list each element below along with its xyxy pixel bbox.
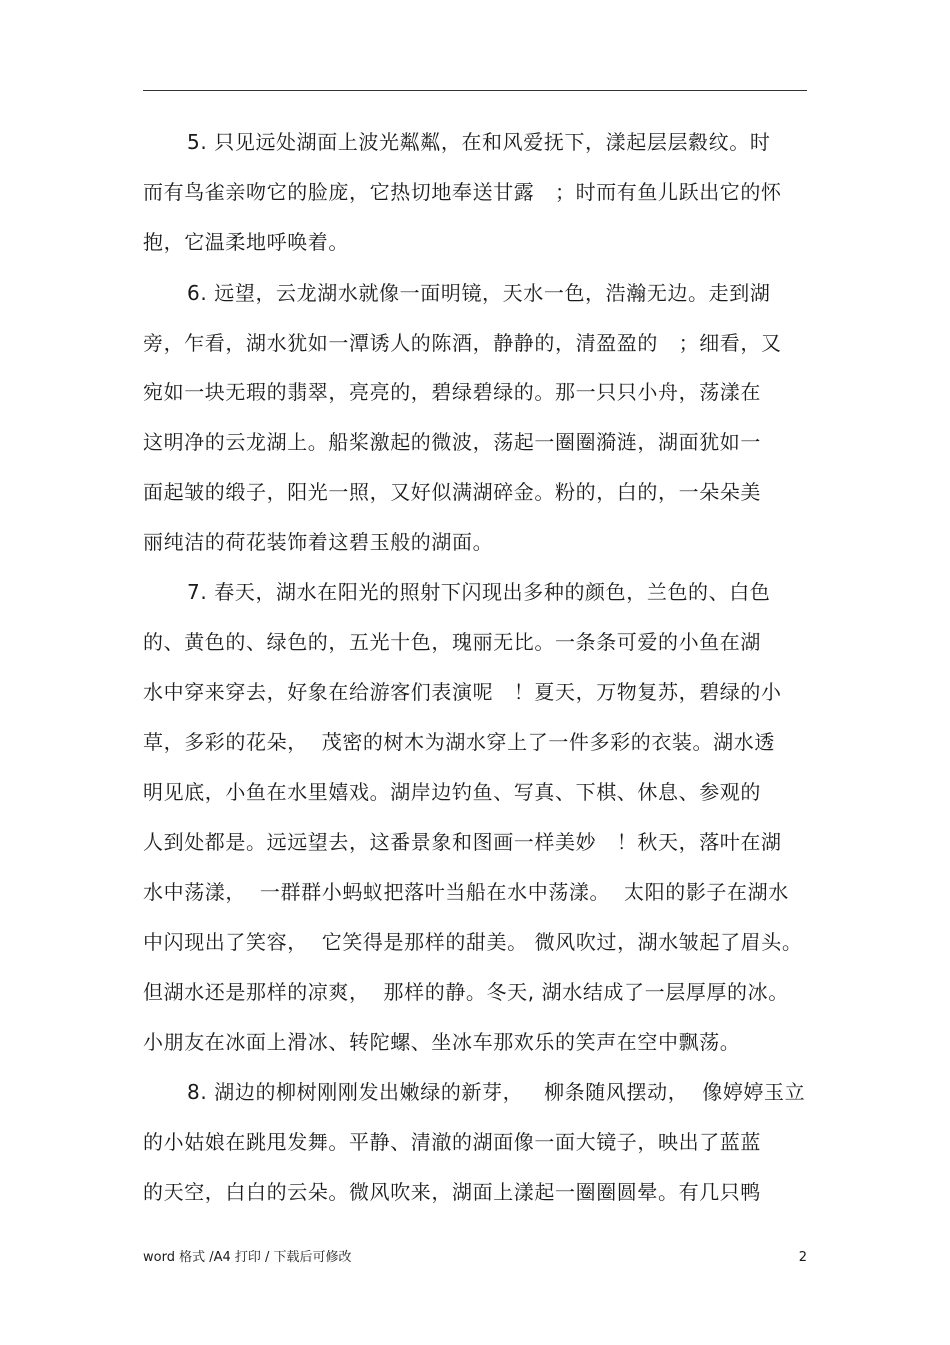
paragraph-8-line-1: 8. 湖边的柳树刚刚发出嫩绿的新芽， 柳条随风摆动， 像婷婷玉立: [187, 1080, 806, 1104]
paragraph-7-line-8: 中闪现出了笑容， 它笑得是那样的甜美。 微风吹过，湖水皱起了眉头。: [143, 930, 803, 954]
paragraph-6-line-3: 宛如一块无瑕的翡翠，亮亮的，碧绿碧绿的。那一只只小舟，荡漾在: [143, 380, 761, 404]
paragraph-8-line-2: 的小姑娘在跳甩发舞。平静、清澈的湖面像一面大镜子，映出了蓝蓝: [143, 1130, 761, 1154]
paragraph-5-line-1: 5. 只见远处湖面上波光粼粼，在和风爱抚下，漾起层层縠纹。时: [187, 130, 771, 154]
paragraph-7-line-1: 7. 春天，湖水在阳光的照射下闪现出多种的颜色，兰色的、白色: [187, 580, 771, 604]
paragraph-5-line-2: 而有鸟雀亲吻它的脸庞，它热切地奉送甘露 ；时而有鱼儿跃出它的怀: [143, 180, 782, 204]
footer-note: word 格式 /A4 打印 / 下载后可修改: [143, 1250, 352, 1265]
paragraph-6-line-4: 这明净的云龙湖上。船桨激起的微波，荡起一圈圈漪涟，湖面犹如一: [143, 430, 761, 454]
paragraph-7-line-6: 人到处都是。远远望去，这番景象和图画一样美妙 ！秋天，落叶在湖: [143, 830, 782, 854]
paragraph-8-line-3: 的天空，白白的云朵。微风吹来，湖面上漾起一圈圈圆晕。有几只鸭: [143, 1180, 761, 1204]
paragraph-7-line-3: 水中穿来穿去，好象在给游客们表演呢 ！夏天，万物复苏，碧绿的小: [143, 680, 782, 704]
paragraph-6-line-1: 6. 远望，云龙湖水就像一面明镜，天水一色，浩瀚无边。走到湖: [187, 281, 771, 305]
paragraph-6-line-5: 面起皱的缎子，阳光一照，又好似满湖碎金。粉的，白的，一朵朵美: [143, 480, 761, 504]
paragraph-7-line-4: 草，多彩的花朵， 茂密的树木为湖水穿上了一件多彩的衣装。湖水透: [143, 730, 775, 754]
paragraph-5-line-3: 抱，它温柔地呼唤着。: [143, 230, 349, 254]
paragraph-6-line-2: 旁，乍看，湖水犹如一潭诱人的陈酒，静静的，清盈盈的 ；细看，又: [143, 331, 782, 355]
paragraph-6-line-6: 丽纯洁的荷花装饰着这碧玉般的湖面。: [143, 530, 494, 554]
paragraph-7-line-10: 小朋友在冰面上滑冰、转陀螺、坐冰车那欢乐的笑声在空中飘荡。: [143, 1030, 741, 1054]
paragraph-7-line-2: 的、黄色的、绿色的，五光十色，瑰丽无比。一条条可爱的小鱼在湖: [143, 630, 761, 654]
paragraph-7-line-9: 但湖水还是那样的凉爽， 那样的静。冬天, 湖水结成了一层厚厚的冰。: [143, 980, 789, 1004]
page-number: 2: [798, 1250, 807, 1265]
paragraph-7-line-5: 明见底，小鱼在水里嬉戏。湖岸边钓鱼、写真、下棋、休息、参观的: [143, 780, 761, 804]
paragraph-7-line-7: 水中荡漾， 一群群小蚂蚁把落叶当船在水中荡漾。 太阳的影子在湖水: [143, 880, 789, 904]
